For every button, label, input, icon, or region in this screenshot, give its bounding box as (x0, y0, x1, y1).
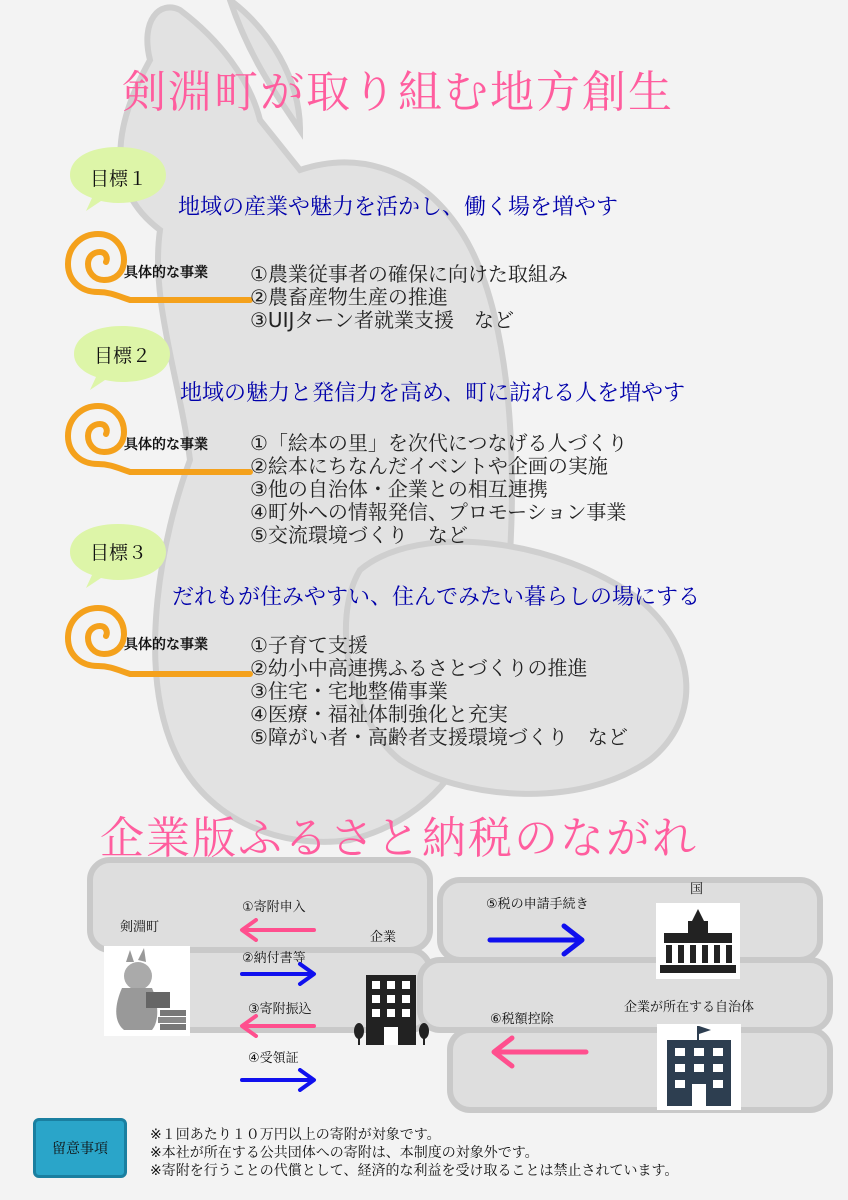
note-item: ※１回あたり１０万円以上の寄附が対象です。 (150, 1127, 441, 1143)
notes-list (150, 1126, 678, 1180)
step-6-label: ⑥税額控除 (490, 1012, 554, 1027)
local-gov-label: 企業が所在する自治体 (624, 1000, 755, 1015)
step-3-arrow-left-icon (238, 1014, 318, 1038)
step-2-arrow-right-icon (238, 962, 318, 986)
goal-3-text: だれもが住みやすい、住んでみたい暮らしの場にする (172, 585, 701, 610)
goal-3-projects-label: 具体的な事業 (124, 637, 208, 653)
step-1-arrow-left-icon (238, 918, 318, 942)
step-4-label: ④受領証 (248, 1051, 299, 1066)
diet-building-icon (656, 903, 740, 979)
list-item: ③住宅・宅地整備事業 (250, 679, 448, 703)
page-title: 剣淵町が取り組む地方創生 (122, 67, 674, 118)
list-item: ①「絵本の里」を次代につなげる人づくり (250, 431, 628, 455)
list-item: ①子育て支援 (250, 633, 368, 657)
goal-3-label: 目標３ (90, 542, 148, 564)
notes-button[interactable]: 留意事項 (33, 1118, 127, 1178)
note-item: ※寄附を行うことの代償として、経済的な利益を受け取ることは禁止されています。 (150, 1163, 679, 1179)
step-2-label: ②納付書等 (242, 951, 306, 966)
list-item: ②絵本にちなんだイベントや企画の実施 (250, 454, 608, 478)
goal-3-items (250, 634, 628, 749)
list-item: ③他の自治体・企業との相互連携 (250, 477, 548, 501)
goal-1-label: 目標１ (90, 168, 148, 190)
company-building-icon (354, 975, 430, 1047)
step-5-arrow-right-icon (486, 922, 586, 958)
step-1-label: ①寄附申入 (242, 900, 306, 915)
company-label: 企業 (370, 930, 397, 945)
goal-1-projects-label: 具体的な事業 (124, 265, 208, 281)
step-6-arrow-left-icon (490, 1034, 590, 1070)
goal-1-text: 地域の産業や魅力を活かし、働く場を増やす (178, 195, 619, 220)
step-3-label: ③寄附振込 (248, 1002, 312, 1017)
goal-2-label: 目標２ (94, 345, 152, 367)
list-item: ③UIJターン者就業支援 など (250, 308, 514, 332)
goal-2-text: 地域の魅力と発信力を高め、町に訪れる人を増やす (180, 381, 686, 406)
list-item: ⑤障がい者・高齢者支援環境づくり など (250, 725, 628, 749)
country-label: 国 (690, 882, 704, 897)
step-5-label: ⑤税の申請手続き (486, 897, 589, 912)
list-item: ⑤交流環境づくり など (250, 523, 468, 547)
list-item: ①農業従事者の確保に向けた取組み (250, 262, 568, 286)
goal-2-items (250, 432, 628, 547)
list-item: ②幼小中高連携ふるさとづくりの推進 (250, 656, 588, 680)
town-label: 剣淵町 (120, 920, 160, 935)
town-mascot-icon (104, 946, 190, 1036)
list-item: ④医療・福祉体制強化と充実 (250, 702, 508, 726)
list-item: ②農畜産物生産の推進 (250, 285, 448, 309)
step-4-arrow-right-icon (238, 1068, 318, 1092)
flow-title: 企業版ふるさと納税のながれ (100, 813, 698, 864)
goal-1-items (250, 263, 568, 332)
goal-2-projects-label: 具体的な事業 (124, 437, 208, 453)
list-item: ④町外への情報発信、プロモーション事業 (250, 500, 627, 524)
note-item: ※本社が所在する公共団体への寄附は、本制度の対象外です。 (150, 1145, 539, 1161)
city-hall-icon (657, 1024, 741, 1110)
